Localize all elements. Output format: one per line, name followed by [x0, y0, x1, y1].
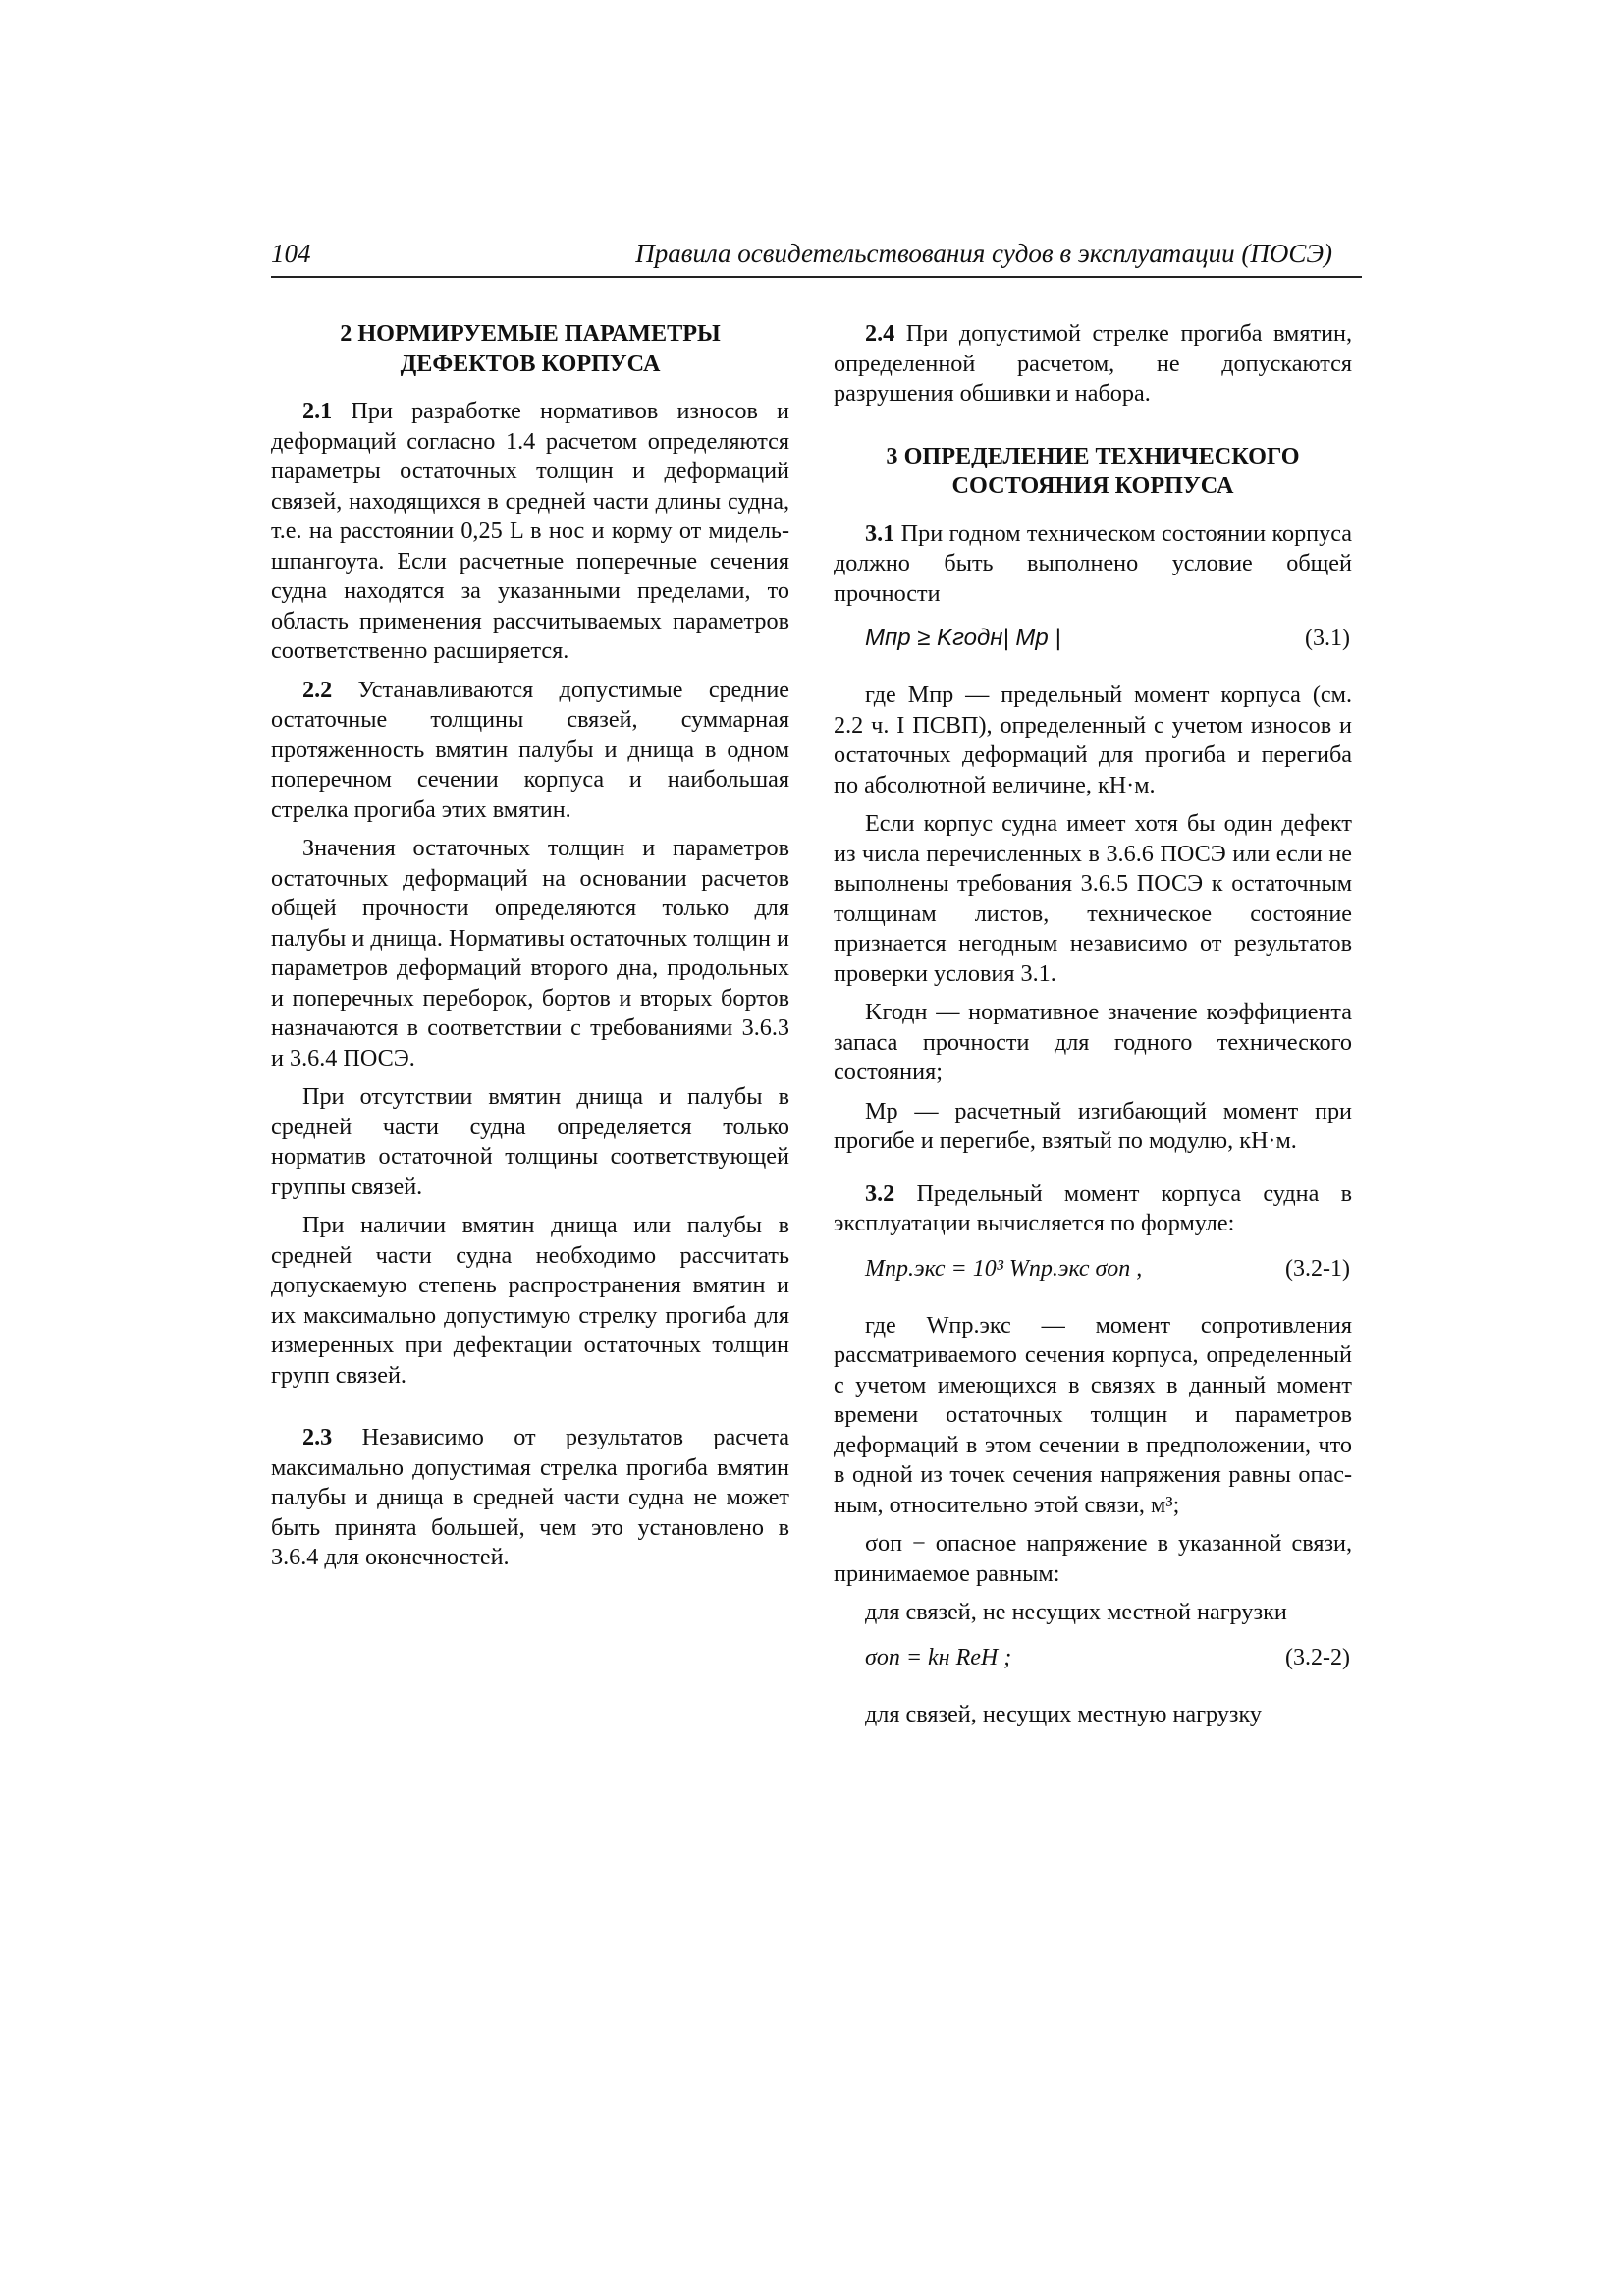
formula-3-2-2: [834, 1637, 1352, 1678]
paragraph-3-2-where: где Wпр.экс — момент сопротивления рассматриваемого сечения корпуса, определенный с учетом имеющихся в связях в данный момент времени остаточных толщин и параметров деформаций в этом сечении в предположении, что в одной из точек сечения напряжения равны опасным, относительно этой связи, м³;: [834, 1311, 1352, 1518]
paragraph-3-1-k-good: Kгодн — нормативное значение коэффициента запаса прочности для годного технического состояния;: [834, 999, 1352, 1085]
section-2-title: 2 НОРМИРУЕМЫЕ ПАРАМЕТРЫ ДЕФЕКТОВ КОРПУСА: [340, 320, 721, 377]
paragraph-3-2-no-local-load: для связей, не несущих местной нагрузки: [865, 1599, 1287, 1625]
formula-3-2-1: [834, 1248, 1352, 1289]
paragraph-2-1: 2.1 При разработке нормативов износов и деформаций согласно 1.4 расчетом определяются параметры остаточных толщин и деформаций связей, находящихся в средней части длины судна, т.е. на расстоянии 0,25 L в нос и корму от мидель-шпангоута. Если расчетные поперечные сечения судна находятся за указанными пределами, то область применения рассчитываемых параметров соответственно расширяется.: [271, 398, 789, 664]
section-3-title: 3 ОПРЕДЕЛЕНИЕ ТЕХНИЧЕСКОГО СОСТОЯНИЯ КОРПУСА: [886, 442, 1300, 499]
paragraph-3-1-defect: Если корпус судна имеет хотя бы один дефект из числа перечисленных в 3.6.6 ПОСЭ или если не выполнены требования 3.6.5 ПОСЭ к остаточным толщинам листов, техническое состояние признается негодным независимо от результатов проверки условия 3.1.: [834, 810, 1352, 987]
formula-3-1: [834, 618, 1352, 659]
running-title: Правила освидетельствования судов в эксплуатации (ПОСЭ): [635, 239, 1332, 268]
paragraph-3-1-mp: Mр — расчетный изгибающий момент при прогибе и перегибе, взятый по модулю, кН·м.: [834, 1097, 1352, 1154]
paragraph-2-3: 2.3 Независимо от результатов расчета максимально допустимая стрелка прогиба вмятин палубы и днища в средней части судна не может быть принята большей, чем это установлено в 3.6.4 для оконечностей.: [271, 1424, 789, 1570]
paragraph-3-1: 3.1 При годном техническом состоянии корпуса должно быть выполнено условие общей прочности: [834, 519, 1352, 607]
paragraph-3-1-where: где Mпр — предельный момент корпуса (см. 2.2 ч. I ПСВП), определенный с учетом износов и остаточных деформаций для прогиба и перегиба по абсолютной величине, кН·м.: [834, 682, 1352, 798]
right-column: [834, 319, 1352, 1738]
page-number: 104: [271, 239, 311, 268]
paragraph-2-2-with-dents: При наличии вмятин днища или палубы в средней части судна необходимо рассчитать допускаемую степень распространения вмятин и их максимально допустимую стрелку прогиба для измеренных при дефектации остаточных толщин групп связей.: [271, 1212, 789, 1389]
paragraph-2-4: 2.4 При допустимой стрелке прогиба вмятин, определенной расчетом, не допускаются разрушения обшивки и набора.: [834, 320, 1352, 407]
paragraph-2-2: 2.2 Устанавливаются допустимые средние остаточные толщины связей, суммарная протяженность вмятин палубы и днища в одном поперечном сечении корпуса и наибольшая стрелка прогиба этих вмятин.: [271, 676, 789, 823]
formula-3-2-1-number: (3.2-1): [1285, 1255, 1350, 1282]
formula-3-1-number: (3.1): [1305, 626, 1350, 651]
page-header: [271, 239, 1362, 278]
left-column: [271, 319, 789, 1582]
paragraph-2-2-no-dents: При отсутствии вмятин днища и палубы в средней части судна определяется только норматив остаточной толщины соответствующей группы связей.: [271, 1083, 789, 1200]
paragraph-3-2-local-load: для связей, несущих местную нагрузку: [865, 1700, 1262, 1727]
paragraph-3-2: 3.2 Предельный момент корпуса судна в эксплуатации вычисляется по формуле:: [834, 1179, 1352, 1236]
paragraph-2-2-values: Значения остаточных толщин и параметров остаточных деформаций на основании расчетов общей прочности определяются только для палубы и днища. Нормативы остаточных толщин и параметров деформаций второго дна, продольных и поперечных переборок, бортов и вторых бортов назначаются в соответствии с требованиями 3.6.3 и 3.6.4 ПОСЭ.: [271, 835, 789, 1071]
formula-3-2-2-expression: σоп = kн ReH ;: [865, 1644, 1012, 1670]
formula-3-2-1-expression: Mпр.экс = 10³ Wпр.экс σоп ,: [865, 1255, 1143, 1282]
formula-3-1-expression: Mпр ≥ Kгодн| Mр |: [865, 625, 1061, 651]
formula-3-2-2-number: (3.2-2): [1285, 1644, 1350, 1670]
paragraph-3-2-sigma: σоп − опасное напряжение в указанной связи, принимаемое равным:: [834, 1530, 1352, 1587]
